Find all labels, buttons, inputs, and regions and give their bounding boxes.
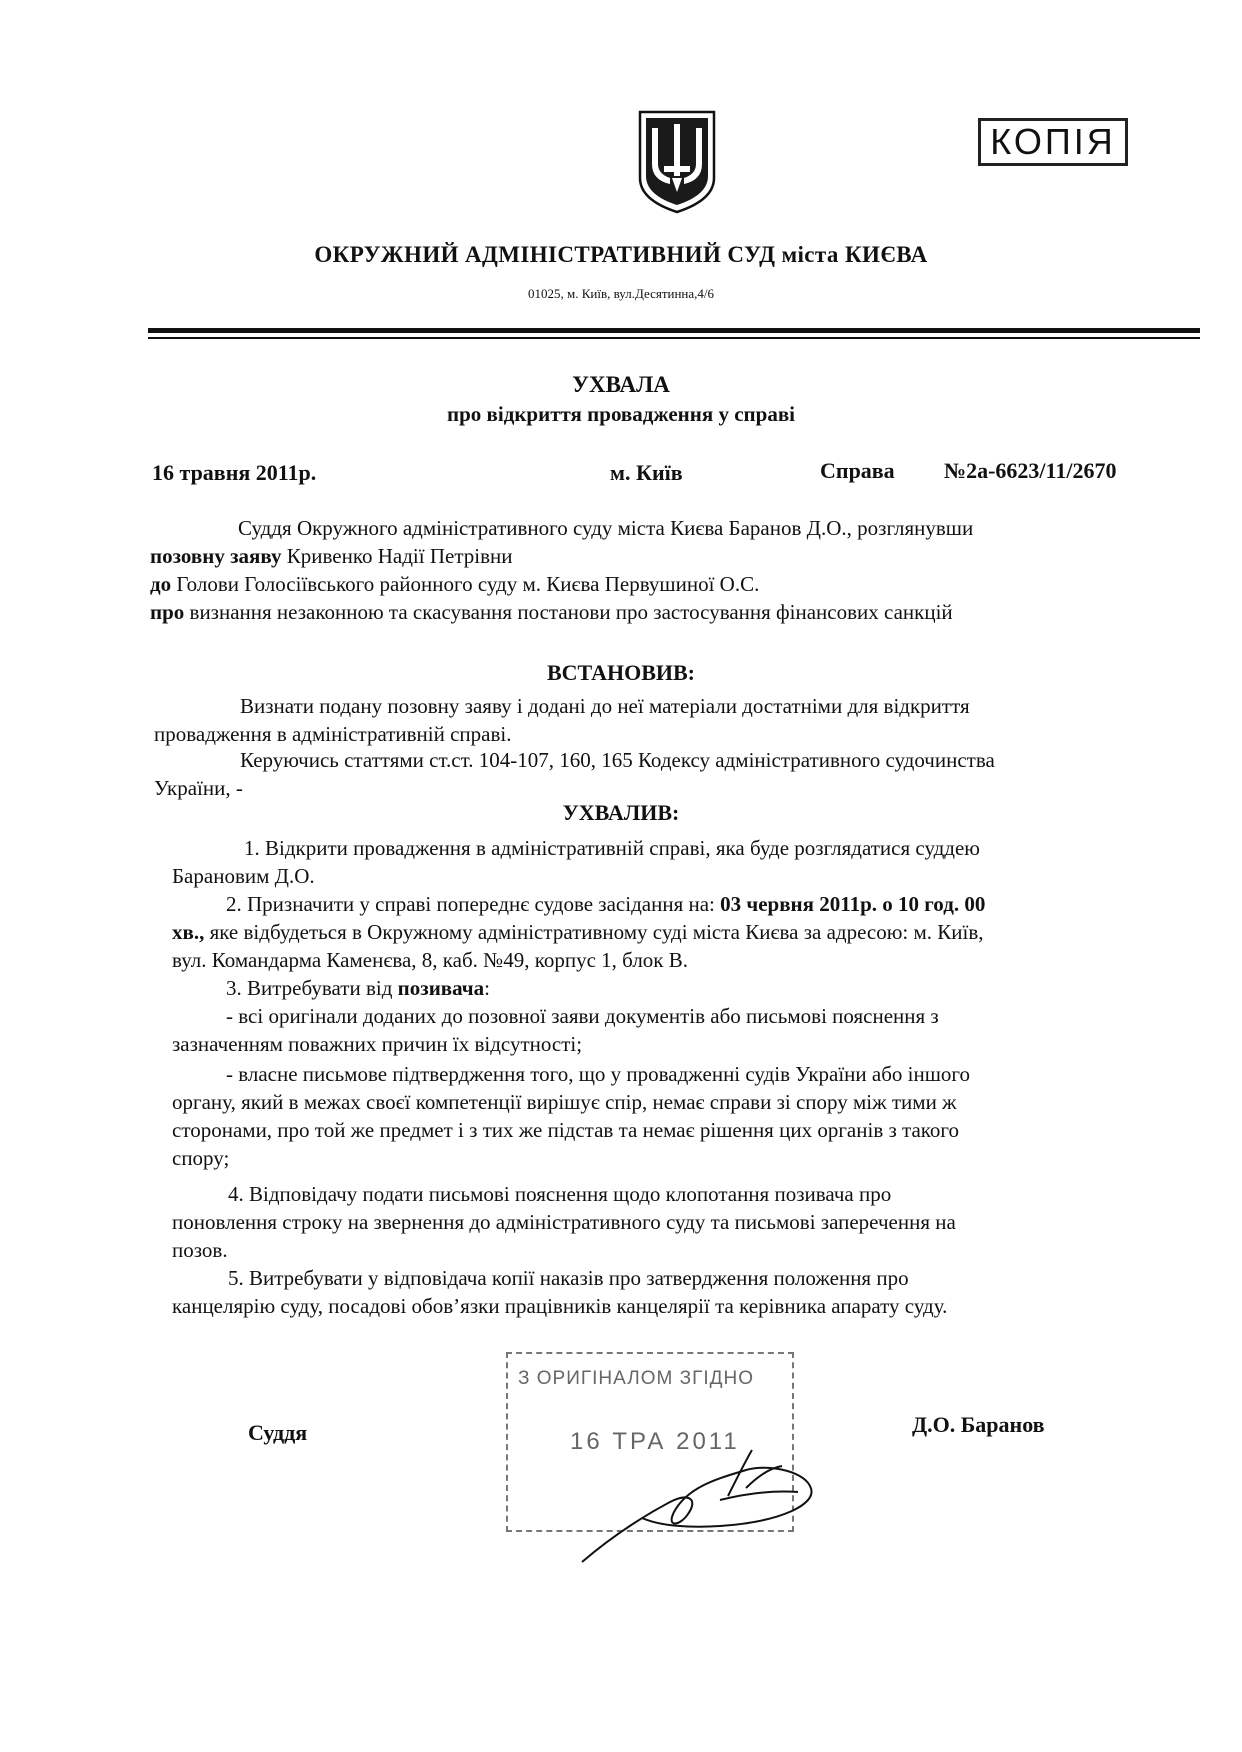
ruled-item-3-sub-2-line-3: сторонами, про той же предмет і з тих же підстав та немає рішення цих органів з такого (172, 1118, 960, 1142)
document-city: м. Київ (610, 460, 683, 485)
intro-about: про визнання незаконною та скасування постанови про застосування фінансових санкцій (150, 600, 953, 624)
ruled-item-3-sub-2-line-1: - власне письмове підтвердження того, що у провадженні судів України або іншого (226, 1062, 970, 1086)
handwritten-signature (570, 1440, 830, 1570)
intro-line-1: Суддя Окружного адміністративного суду міста Києва Баранов Д.О., розглянувши (238, 516, 974, 540)
ruled-item-3-sub-2-line-4: спору; (172, 1146, 230, 1170)
intro-claim: позовну заяву Кривенко Надії Петрівни (150, 544, 513, 568)
established-para-2-line-2: України, - (154, 776, 243, 800)
ruled-item-2-line-2: хв., яке відбудеться в Окружному адміністративному суді міста Києва за адресою: м. Київ, (172, 920, 984, 944)
ruled-item-3-sub-2-line-2: органу, який в межах своєї компетенції вирішує спір, немає справи зі спору між тими ж (172, 1090, 957, 1114)
stamp-line-1: З ОРИГІНАЛОМ ЗГІДНО (518, 1368, 755, 1389)
document-date: 16 травня 2011р. (152, 460, 317, 485)
stamp-line-2: 16 ТРА 2011 (570, 1428, 740, 1455)
established-heading: ВСТАНОВИВ: (546, 660, 696, 685)
header-divider-thick (148, 328, 1200, 333)
ruled-item-1-line-1: 1. Відкрити провадження в адміністративній справі, яка буде розглядатися суддею (244, 836, 980, 860)
document-type: УХВАЛА (572, 372, 670, 397)
ruled-item-1-line-2: Барановим Д.О. (172, 864, 315, 888)
ruled-item-3-sub-1-line-2: зазначенням поважних причин їх відсутності; (172, 1032, 583, 1056)
coat-of-arms-icon (636, 108, 718, 216)
header-divider-thin (148, 337, 1200, 339)
ruled-item-3-sub-1-line-1: - всі оригінали доданих до позовної заяви документів або письмові пояснення з (226, 1004, 939, 1028)
case-number: №2а-6623/11/2670 (944, 458, 1117, 483)
established-para-1-line-2: провадження в адміністративній справі. (154, 722, 512, 746)
ruled-item-2-line-1: 2. Призначити у справі попереднє судове засідання на: 03 червня 2011р. о 10 год. 00 (226, 892, 986, 916)
ruled-heading: УХВАЛИВ: (562, 800, 680, 825)
ruled-item-4-line-3: позов. (172, 1238, 228, 1262)
court-name: ОКРУЖНИЙ АДМІНІСТРАТИВНИЙ СУД міста КИЄВА (314, 242, 928, 267)
intro-to: до Голови Голосіївського районного суду м. Києва Первушиної О.С. (150, 572, 760, 596)
court-address: 01025, м. Київ, вул.Десятинна,4/6 (527, 286, 715, 301)
judge-name: Д.О. Баранов (912, 1412, 1045, 1437)
established-para-2-line-1: Керуючись статтями ст.ст. 104-107, 160, 165 Кодексу адміністративного судочинства (240, 748, 995, 772)
ruled-item-4-line-2: поновлення строку на звернення до адміністративного суду та письмові заперечення на (172, 1210, 956, 1234)
copy-stamp: КОПІЯ (978, 118, 1128, 166)
ruled-item-5-line-2: канцелярію суду, посадові обов’язки працівників канцелярії та керівника апарату суду. (172, 1294, 948, 1318)
established-para-1-line-1: Визнати подану позовну заяву і додані до неї матеріали достатніми для відкриття (240, 694, 970, 718)
document-subtitle: про відкриття провадження у справі (447, 402, 795, 426)
ruled-item-5-line-1: 5. Витребувати у відповідача копії наказів про затвердження положення про (228, 1266, 909, 1290)
ruled-item-4-line-1: 4. Відповідачу подати письмові пояснення щодо клопотання позивача про (228, 1182, 892, 1206)
judge-label: Суддя (248, 1420, 308, 1445)
ruled-item-3: 3. Витребувати від позивача: (226, 976, 490, 1000)
ruled-item-2-line-3: вул. Командарма Каменєва, 8, каб. №49, корпус 1, блок В. (172, 948, 689, 972)
case-label: Справа (820, 458, 895, 483)
